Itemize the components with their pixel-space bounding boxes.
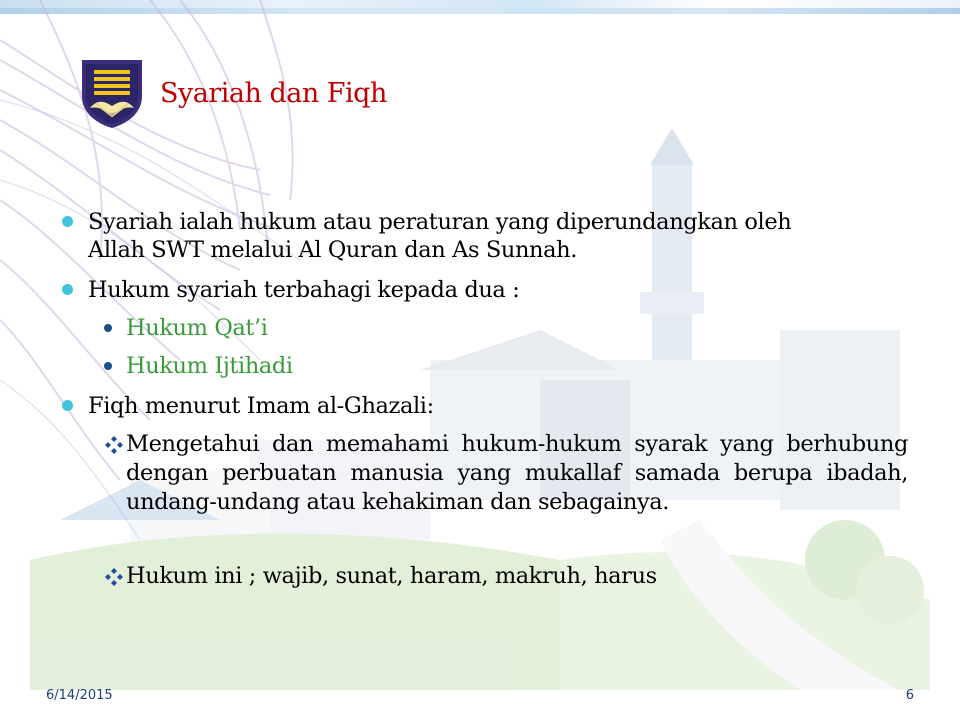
four-diamond-bullet-icon	[104, 435, 124, 455]
small-circle-bullet-icon	[104, 362, 112, 370]
bullet-text: Hukum syariah terbahagi kepada dua :	[88, 277, 520, 303]
sub-bullet-text: Hukum Ijtihadi	[126, 353, 293, 379]
diamond-bullet-text: Hukum ini ; wajib, sunat, haram, makruh, harus	[126, 563, 657, 589]
circle-bullet-icon	[62, 284, 73, 295]
circle-bullet-icon	[62, 400, 73, 411]
small-circle-bullet-icon	[104, 324, 112, 332]
footer-page-number: 6	[905, 688, 914, 703]
four-diamond-bullet-icon	[104, 567, 124, 587]
bullet-text: Fiqh menurut Imam al-Ghazali:	[88, 393, 434, 419]
footer-date: 6/14/2015	[46, 688, 113, 703]
slide-title: Syariah dan Fiqh	[160, 78, 387, 109]
diamond-bullet-text: Mengetahui dan memahami hukum-hukum syarak yang berhubung dengan perbuatan manusia yang mukallaf samada berupa ibadah, undang-undang atau kehakiman dan sebagainya.	[126, 431, 908, 515]
sub-bullet-text: Hukum Qat’i	[126, 315, 268, 341]
bullet-text-line2: Allah SWT melalui Al Quran dan As Sunnah.	[88, 237, 577, 263]
circle-bullet-icon	[62, 216, 73, 227]
bullet-text-line1: Syariah ialah hukum atau peraturan yang diperundangkan oleh	[88, 209, 792, 235]
